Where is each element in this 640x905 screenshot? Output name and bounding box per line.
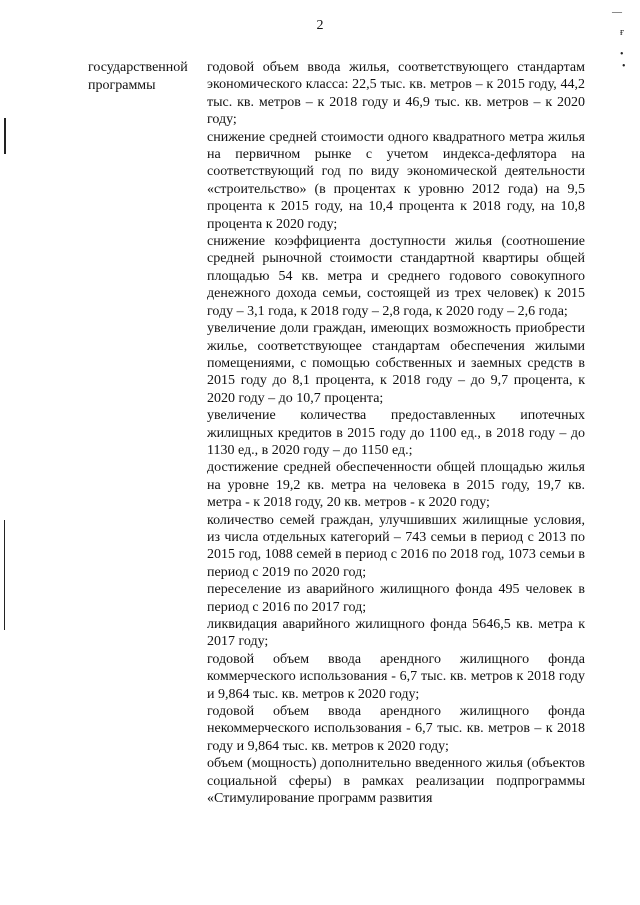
scan-margin-mark: [4, 118, 6, 154]
paragraph-citizens-share: увеличение доли граждан, имеющих возможность приобрести жилье, соответствующее стандартам обеспечения жилыми помещениями, с помощью собственных и заемных средств в 2015 году до 8,1 процента, к 2018 году – до 9,7 процента, к 2020 году – до 10,7 процента;: [207, 321, 585, 406]
left-column-line-1: государственной: [88, 60, 188, 75]
paragraph-housing-volume: годовой объем ввода жилья, соответствующего стандартам экономического класса: 22,5 тыс. кв. метров – к 2015 году, 44,2 тыс. кв. метров – к 2018 году и 46,9 тыс. кв. метров – к 2020 году;: [207, 60, 585, 128]
paragraph-emergency-liquidation: ликвидация аварийного жилищного фонда 5646,5 кв. метра к 2017 году;: [207, 617, 585, 650]
left-column-label: [88, 59, 206, 95]
scan-speck: •: [620, 49, 624, 60]
paragraph-resettlement: переселение из аварийного жилищного фонда 495 человек в период с 2016 по 2017 год;: [207, 582, 585, 615]
paragraph-additional-housing: объем (мощность) дополнительно введенного жилья (объектов социальной сферы) в рамках реализации подпрограммы «Стимулирование программ развития: [207, 756, 585, 807]
paragraph-price-reduction: снижение средней стоимости одного квадратного метра жилья на первичном рынке с учетом индекса-дефлятора на соответствующий год по виду экономической деятельности «строительство» (в процентах к уровню 2012 года) на 9,5 процента к 2015 году, на 10,4 процента к 2018 году, на 10,8 процента к 2020 году;: [207, 129, 585, 232]
scan-speck: •: [622, 61, 626, 72]
paragraph-living-space: достижение средней обеспеченности общей площадью жилья на уровне 19,2 кв. метра на человека в 2015 году, 19,7 кв. метра - к 2018 году, 20 кв. метров - к 2020 году;: [207, 460, 585, 511]
paragraph-noncommercial-rental: годовой объем ввода арендного жилищного фонда некоммерческого использования - 6,7 тыс. кв. метров – к 2018 году и 9,864 тыс. кв. метров к 2020 году;: [207, 704, 585, 754]
scan-margin-mark: [4, 520, 5, 630]
page-number: 2: [316, 18, 324, 33]
scan-speck: —: [612, 7, 622, 18]
paragraph-mortgage-loans: увеличение количества предоставленных ипотечных жилищных кредитов в 2015 году до 1100 ед., в 2018 году – до 1130 ед., в 2020 году – до 1150 ед.;: [207, 408, 585, 458]
main-text-column: [207, 59, 585, 807]
paragraph-families-improved: количество семей граждан, улучшивших жилищные условия, из числа отдельных категорий – 743 семьи в период с 2013 по 2015 год, 1088 семей в период с 2016 по 2018 год, 1073 семьи в период с 2019 по 2020 год;: [207, 512, 585, 580]
left-column-line-2: программы: [88, 78, 156, 93]
paragraph-affordability: снижение коэффициента доступности жилья (соотношение средней рыночной стоимости стандартной квартиры общей площадью 54 кв. метра и среднего годового совокупного денежного дохода семьи, состоящей из трех человек) к 2015 году – 3,1 года, к 2018 году – 2,8 года, к 2020 году – 2,6 года;: [207, 234, 585, 319]
paragraph-commercial-rental: годовой объем ввода арендного жилищного фонда коммерческого использования - 6,7 тыс. кв. метров к 2018 году и 9,864 тыс. кв. метров к 2020 году;: [207, 651, 585, 702]
scan-speck: ғ: [620, 27, 625, 38]
